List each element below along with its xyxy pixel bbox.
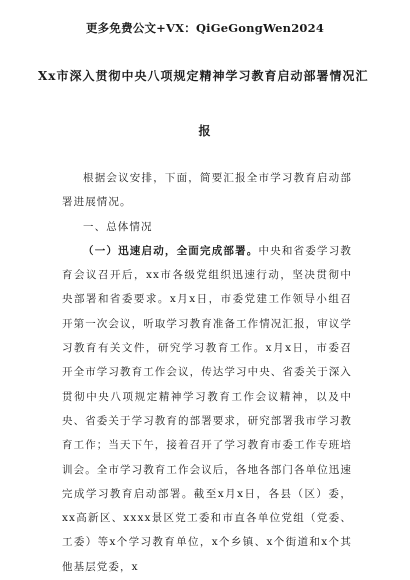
document-body	[62, 166, 352, 579]
section-heading-overview: 一、总体情况	[83, 220, 153, 233]
subsection-paragraph	[62, 239, 352, 579]
subsection-text: 中央和省委学习教育会议召开后，xx市各级党组织迅速行动，坚决贯彻中央部署和省委要求。x月x日，市委党建工作领导小组召开第一次会议，听取学习教育准备工作情况汇报，审议学习教育有关文件，研究学习教育工作。x月x日，市委召开全市学习教育工作会议，传达学习中央、省委关于深入贯彻中央八项规定精神学习教育工作会议精神，以及中央、省委关于学习教育的部署要求，研究部署我市学习教育工作；当天下午，接着召开了学习教育市委工作专班培训会。全市学习教育工作会议后，各地各部门各单位迅速完成学习教育启动部署。截至x月x日，各县（区）委，xx高新区、xxxx景区党工委和市直各单位党组（党委、工委）等x个学习教育单位，x个乡镇、x个街道和x个其他基层党委，x	[62, 244, 352, 573]
document-title-line2: 报	[198, 124, 212, 138]
document-title-line1: Xx市深入贯彻中央八项规定精神学习教育启动部署情况汇	[38, 69, 369, 83]
subsection-heading: （一）迅速启动，全面完成部署。	[83, 244, 259, 257]
watermark-header: 更多免费公文+VX：QiGeGongWen2024	[85, 21, 325, 35]
intro-paragraph: 根据会议安排，下面，简要汇报全市学习教育启动部署进展情况。	[62, 172, 352, 209]
